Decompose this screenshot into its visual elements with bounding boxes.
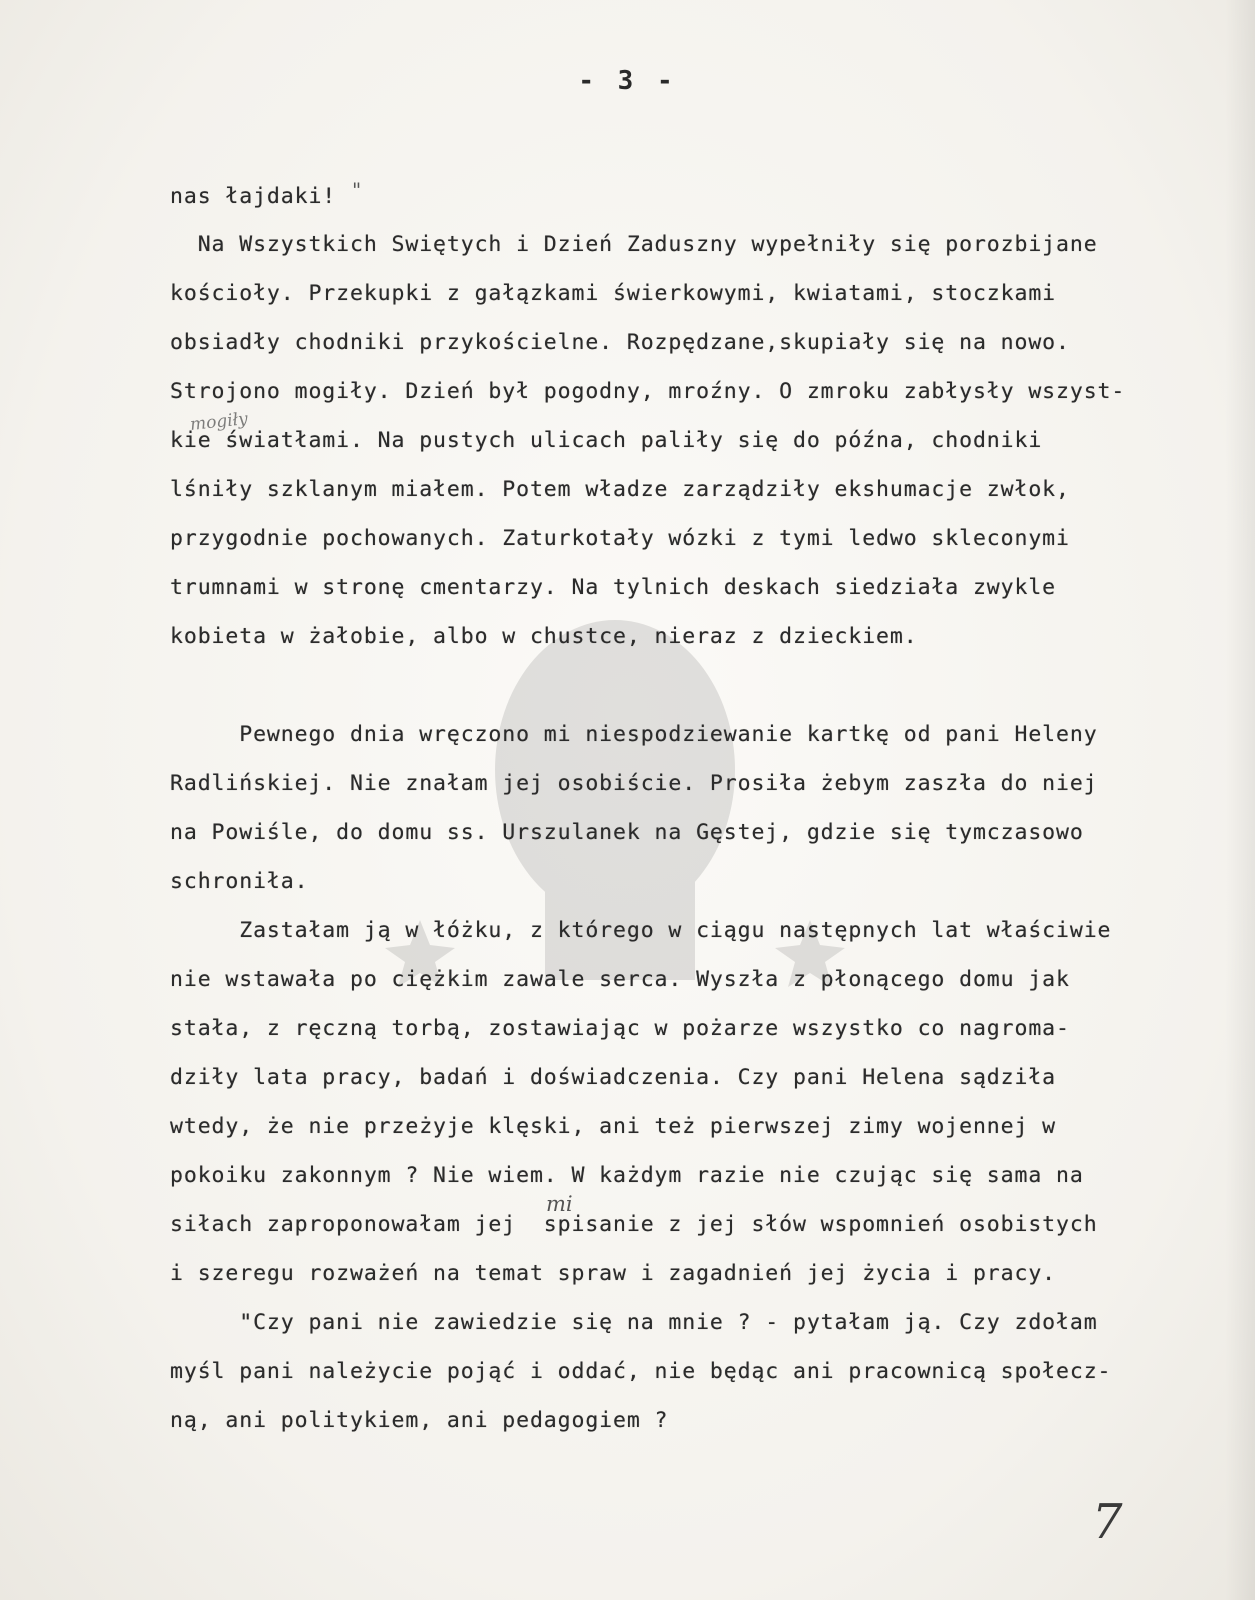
text-line: schroniła. <box>170 869 309 894</box>
handwritten-margin-note: mogiły <box>189 409 249 435</box>
text-line: pokoiku zakonnym ? Nie wiem. W każdym razie nie czując się sama na <box>170 1163 1084 1188</box>
institute-watermark-seal <box>330 470 890 1050</box>
handwritten-quote-mark: " <box>352 178 362 202</box>
text-line: na Powiśle, do domu ss. Urszulanek na Gęstej, gdzie się tymczasowo <box>170 820 1084 845</box>
page-number: - 3 - <box>578 66 677 96</box>
text-line: nas łajdaki! <box>170 184 337 209</box>
text-line: myśl pani należycie pojąć i oddać, nie będąc ani pracownicą społecz- <box>170 1359 1112 1384</box>
text-line: Pewnego dnia wręczono mi niespodziewanie kartkę od pani Heleny <box>170 722 1098 747</box>
text-line: stała, z ręczną torbą, zostawiając w pożarze wszystko co nagroma- <box>170 1016 1070 1041</box>
text-line: "Czy pani nie zawiedzie się na mnie ? - pytałam ją. Czy zdołam <box>170 1310 1098 1335</box>
text-line: dziły lata pracy, badań i doświadczenia. Czy pani Helena sądziła <box>170 1065 1057 1090</box>
text-line: Strojono mogiły. Dzień był pogodny, mroźny. O zmroku zabłysły wszyst- <box>170 379 1126 404</box>
handwritten-insertion: mi <box>546 1192 573 1216</box>
text-line: siłach zaproponowałam jej spisanie z jej słów wspomnień osobistych <box>170 1212 1098 1237</box>
handwritten-folio-number: 7 <box>1092 1494 1123 1550</box>
text-line: obsiadły chodniki przykościelne. Rozpędzane,skupiały się na nowo. <box>170 330 1070 355</box>
text-line: ną, ani politykiem, ani pedagogiem ? <box>170 1408 669 1433</box>
text-line: wtedy, że nie przeżyje klęski, ani też pierwszej zimy wojennej w <box>170 1114 1057 1139</box>
text-line: przygodnie pochowanych. Zaturkotały wózki z tymi ledwo skleconymi <box>170 526 1070 551</box>
text-line: kościoły. Przekupki z gałązkami świerkowymi, kwiatami, stoczkami <box>170 281 1057 306</box>
text-line: i szeregu rozważeń na temat spraw i zagadnień jej życia i pracy. <box>170 1261 1057 1286</box>
text-line: kie światłami. Na pustych ulicach paliły się do późna, chodniki <box>170 428 1043 453</box>
text-line: Na Wszystkich Swiętych i Dzień Zaduszny wypełniły się porozbijane <box>170 232 1098 257</box>
paper-edge-shadow <box>1225 0 1255 1600</box>
text-line: kobieta w żałobie, albo w chustce, nieraz z dzieckiem. <box>170 624 918 649</box>
text-line: Zastałam ją w łóżku, z którego w ciągu następnych lat właściwie <box>170 918 1112 943</box>
text-line: trumnami w stronę cmentarzy. Na tylnich deskach siedziała zwykle <box>170 575 1057 600</box>
text-line: nie wstawała po ciężkim zawale serca. Wyszła z płonącego domu jak <box>170 967 1070 992</box>
text-line: Radlińskiej. Nie znałam jej osobiście. Prosiła żebym zaszła do niej <box>170 771 1098 796</box>
text-line: lśniły szklanym miałem. Potem władze zarządziły ekshumacje zwłok, <box>170 477 1070 502</box>
